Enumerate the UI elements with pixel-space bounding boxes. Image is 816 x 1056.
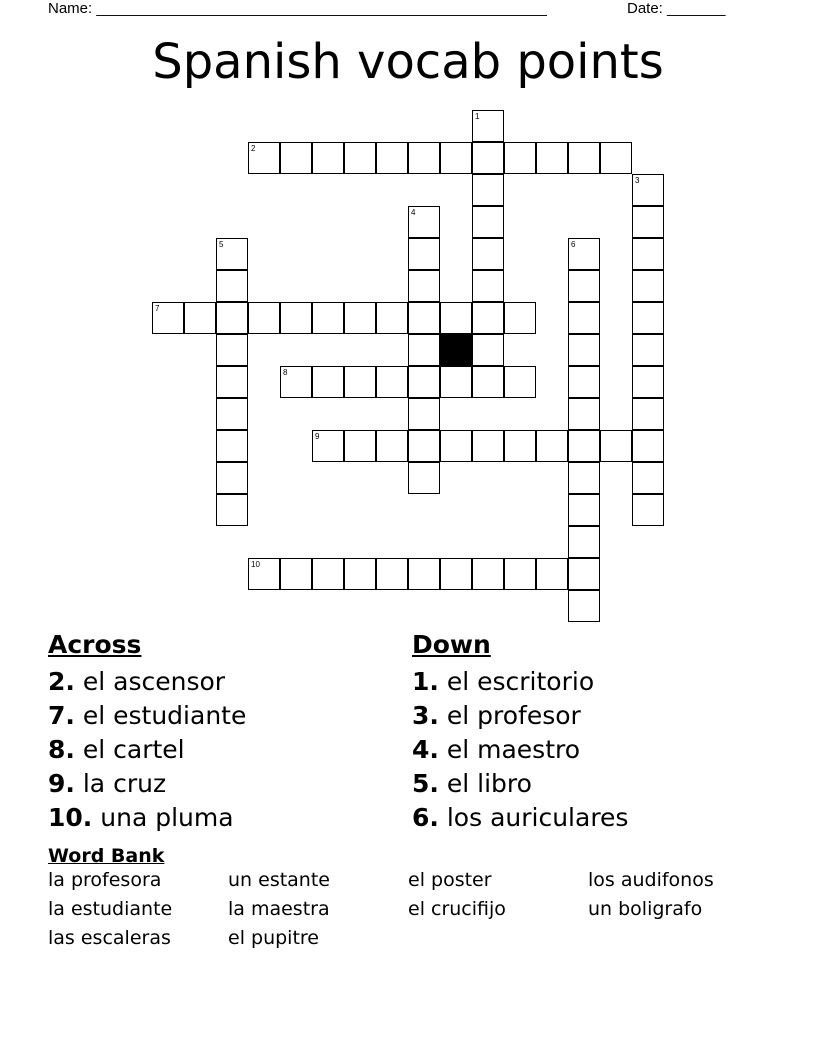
clue-number: 9. (48, 769, 75, 798)
crossword-cell[interactable] (280, 302, 312, 334)
crossword-cell[interactable] (568, 366, 600, 398)
crossword-cell[interactable] (408, 206, 440, 238)
crossword-cell[interactable] (376, 302, 408, 334)
cell-number: 1 (475, 112, 480, 121)
crossword-cell[interactable] (472, 238, 504, 270)
crossword-cell[interactable] (408, 270, 440, 302)
crossword-cell[interactable] (472, 334, 504, 366)
crossword-cell[interactable] (344, 366, 376, 398)
down-clues (412, 630, 628, 835)
crossword-cell[interactable] (632, 366, 664, 398)
crossword-cell[interactable] (312, 302, 344, 334)
crossword-cell[interactable] (408, 430, 440, 462)
crossword-cell[interactable] (568, 238, 600, 270)
crossword-cell[interactable] (280, 558, 312, 590)
cell-number: 4 (411, 208, 416, 217)
clue-across-7 (48, 699, 246, 733)
crossword-cell[interactable] (632, 302, 664, 334)
crossword-cell[interactable] (248, 142, 280, 174)
word-bank-item: un estante (228, 869, 330, 891)
crossword-cell[interactable] (632, 430, 664, 462)
crossword-cell[interactable] (280, 366, 312, 398)
word-bank-item: las escaleras (48, 927, 171, 949)
crossword-cell[interactable] (568, 590, 600, 622)
crossword-cell[interactable] (536, 430, 568, 462)
clue-text: el cartel (82, 735, 185, 764)
crossword-cell[interactable] (408, 334, 440, 366)
name-field[interactable]: Name: ______________________________________________________ (48, 0, 547, 17)
crossword-cell[interactable] (248, 558, 280, 590)
crossword-cell[interactable] (216, 398, 248, 430)
crossword-cell[interactable] (472, 110, 504, 142)
crossword-cell[interactable] (408, 558, 440, 590)
clue-across-9 (48, 767, 246, 801)
crossword-cell[interactable] (632, 238, 664, 270)
crossword-cell[interactable] (216, 238, 248, 270)
crossword-cell[interactable] (472, 366, 504, 398)
crossword-cell[interactable] (408, 142, 440, 174)
crossword-cell[interactable] (312, 142, 344, 174)
crossword-cell[interactable] (472, 206, 504, 238)
crossword-cell[interactable] (472, 142, 504, 174)
crossword-cell[interactable] (600, 142, 632, 174)
crossword-cell[interactable] (408, 398, 440, 430)
header (48, 0, 748, 20)
crossword-cell[interactable] (408, 302, 440, 334)
crossword-cell[interactable] (312, 430, 344, 462)
crossword-cell[interactable] (248, 302, 280, 334)
clue-text: los auriculares (446, 803, 629, 832)
word-bank-item: un boligrafo (588, 898, 703, 920)
cell-number: 6 (571, 240, 576, 249)
word-bank-item: el poster (408, 869, 492, 891)
crossword-cell[interactable] (408, 238, 440, 270)
clue-down-3 (412, 699, 628, 733)
word-bank-heading: Word Bank (48, 845, 165, 867)
clue-down-6 (412, 801, 628, 835)
crossword-cell[interactable] (632, 398, 664, 430)
crossword-cell[interactable] (504, 430, 536, 462)
cell-number: 8 (283, 368, 288, 377)
crossword-cell[interactable] (472, 430, 504, 462)
crossword-cell[interactable] (568, 430, 600, 462)
crossword-cell[interactable] (408, 366, 440, 398)
word-bank-item: la profesora (48, 869, 162, 891)
clue-down-4 (412, 733, 628, 767)
crossword-cell[interactable] (536, 142, 568, 174)
clue-number: 8. (48, 735, 75, 764)
crossword-cell[interactable] (536, 558, 568, 590)
crossword-cell[interactable] (408, 462, 440, 494)
word-bank-item: el pupitre (228, 927, 319, 949)
crossword-cell[interactable] (312, 366, 344, 398)
clue-number: 7. (48, 701, 75, 730)
page-title: Spanish vocab points (152, 34, 664, 90)
word-bank-item: la estudiante (48, 898, 173, 920)
crossword-cell[interactable] (472, 174, 504, 206)
cell-number: 5 (219, 240, 224, 249)
clue-across-2 (48, 665, 246, 699)
crossword-cell[interactable] (472, 302, 504, 334)
crossword-cell[interactable] (472, 558, 504, 590)
down-heading: Down (412, 630, 491, 659)
crossword-cell[interactable] (504, 366, 536, 398)
clue-text: una pluma (100, 803, 234, 832)
clue-number: 5. (412, 769, 439, 798)
crossword-cell[interactable] (472, 270, 504, 302)
clue-down-1 (412, 665, 628, 699)
crossword-cell[interactable] (568, 142, 600, 174)
across-heading: Across (48, 630, 142, 659)
crossword-cell[interactable] (344, 302, 376, 334)
clue-number: 2. (48, 667, 75, 696)
cell-number: 7 (155, 304, 160, 313)
crossword-cell[interactable] (216, 302, 248, 334)
crossword-cell[interactable] (504, 142, 536, 174)
word-bank-item: el crucifijo (408, 898, 506, 920)
crossword-cell[interactable] (184, 302, 216, 334)
crossword-cell[interactable] (216, 430, 248, 462)
crossword-cell[interactable] (280, 142, 312, 174)
cell-number: 3 (635, 176, 640, 185)
crossword-cell[interactable] (376, 142, 408, 174)
crossword-cell[interactable] (216, 462, 248, 494)
crossword-cell[interactable] (504, 558, 536, 590)
clue-text: el maestro (446, 735, 581, 764)
crossword-cell[interactable] (152, 302, 184, 334)
crossword-cell[interactable] (344, 558, 376, 590)
crossword-cell[interactable] (600, 430, 632, 462)
clue-across-8 (48, 733, 246, 767)
crossword-cell[interactable] (216, 270, 248, 302)
crossword-cell[interactable] (504, 302, 536, 334)
crossword-cell[interactable] (376, 430, 408, 462)
date-field[interactable]: Date: _______ (627, 0, 726, 17)
word-bank (48, 845, 768, 959)
clue-number: 1. (412, 667, 439, 696)
crossword-cell[interactable] (568, 270, 600, 302)
crossword-cell[interactable] (568, 494, 600, 526)
cell-number: 9 (315, 432, 320, 441)
crossword-cell[interactable] (216, 366, 248, 398)
clue-text: el libro (446, 769, 532, 798)
across-clues (48, 630, 246, 835)
clue-number: 6. (412, 803, 439, 832)
crossword-cell[interactable] (632, 206, 664, 238)
crossword-cell[interactable] (216, 494, 248, 526)
crossword-cell[interactable] (216, 334, 248, 366)
crossword-cell[interactable] (312, 558, 344, 590)
word-bank-list (48, 869, 768, 959)
crossword-cell[interactable] (440, 558, 472, 590)
crossword-cell[interactable] (632, 270, 664, 302)
cell-number: 10 (251, 560, 260, 569)
crossword-cell[interactable] (632, 174, 664, 206)
crossword-cell[interactable] (568, 302, 600, 334)
crossword-cell[interactable] (568, 558, 600, 590)
crossword-cell[interactable] (632, 334, 664, 366)
crossword-cell[interactable] (440, 142, 472, 174)
crossword-cell[interactable] (344, 430, 376, 462)
black-square (440, 334, 472, 366)
crossword-cell[interactable] (632, 462, 664, 494)
crossword-cell[interactable] (568, 398, 600, 430)
crossword-cell[interactable] (440, 302, 472, 334)
crossword-cell[interactable] (440, 366, 472, 398)
clue-number: 3. (412, 701, 439, 730)
crossword-cell[interactable] (376, 558, 408, 590)
clue-down-5 (412, 767, 628, 801)
clue-number: 4. (412, 735, 439, 764)
clue-across-10 (48, 801, 246, 835)
crossword-cell[interactable] (376, 366, 408, 398)
crossword-cell[interactable] (344, 142, 376, 174)
crossword-cell[interactable] (440, 430, 472, 462)
word-bank-item: los audifonos (588, 869, 714, 891)
crossword-cell[interactable] (568, 526, 600, 558)
crossword-cell[interactable] (632, 494, 664, 526)
clue-text: el profesor (446, 701, 581, 730)
clue-text: la cruz (82, 769, 167, 798)
clue-text: el estudiante (82, 701, 247, 730)
clue-text: el ascensor (82, 667, 226, 696)
crossword-cell[interactable] (568, 334, 600, 366)
clue-number: 10. (48, 803, 93, 832)
crossword-cell[interactable] (568, 462, 600, 494)
cell-number: 2 (251, 144, 256, 153)
word-bank-item: la maestra (228, 898, 330, 920)
clue-text: el escritorio (446, 667, 595, 696)
